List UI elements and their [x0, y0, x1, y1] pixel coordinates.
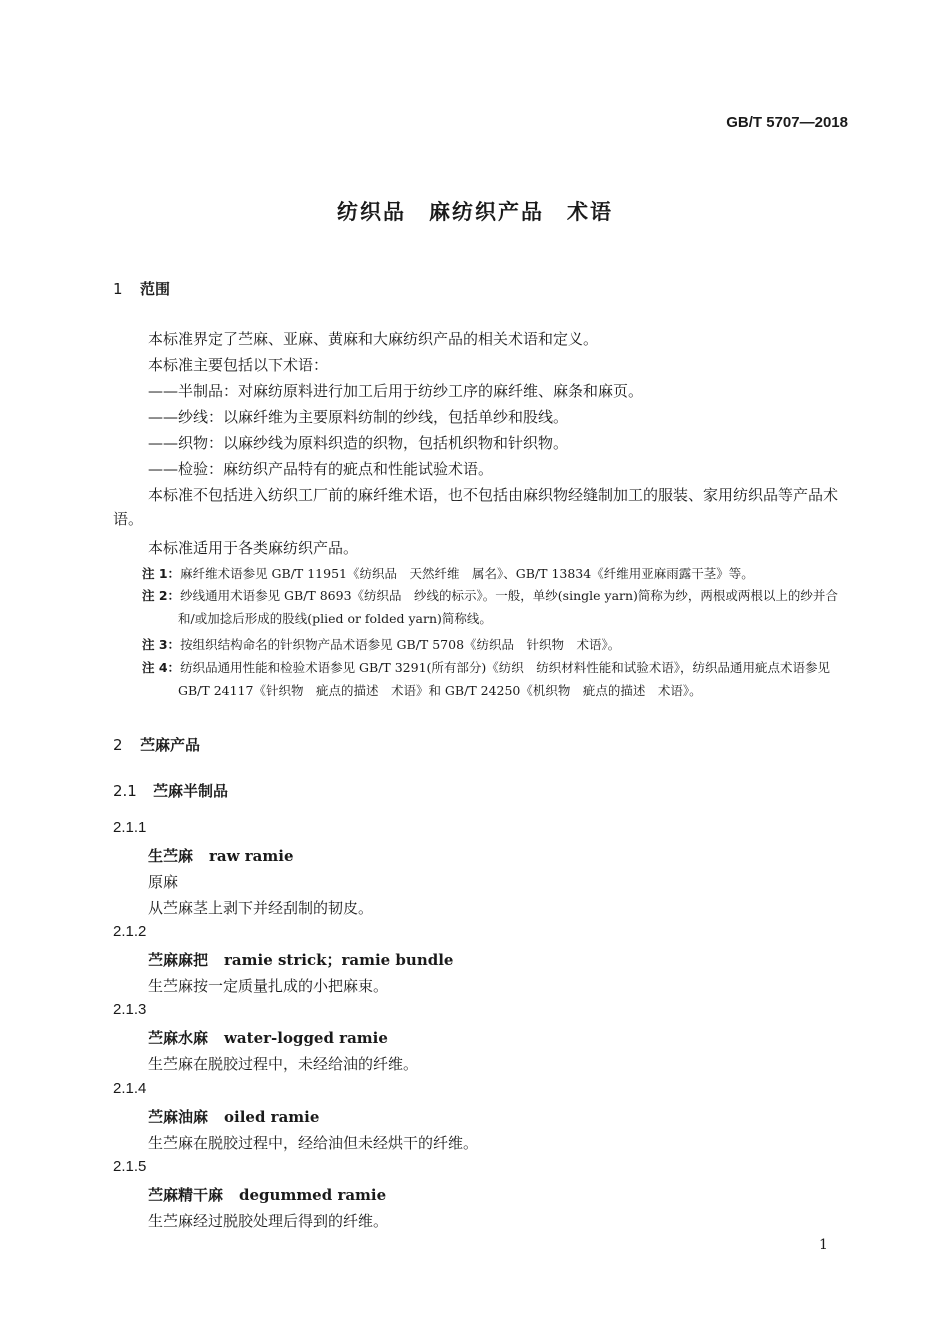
paragraph: 本标准界定了苎麻、亚麻、黄麻和大麻纺织产品的相关术语和定义。 [148, 330, 599, 348]
note-label: 注 2： [142, 588, 181, 603]
section-number: 2 [113, 736, 123, 754]
term-chinese: 苎麻精干麻 [148, 1186, 224, 1204]
term-chinese: 苎麻水麻 [148, 1029, 209, 1047]
term-definition: 生苎麻在脱胶过程中，经给油但未经烘干的纤维。 [148, 1134, 479, 1152]
term-definition: 生苎麻经过脱胶处理后得到的纤维。 [148, 1212, 389, 1230]
note-label: 注 1： [142, 566, 181, 581]
note [142, 584, 850, 630]
note-label: 注 4： [142, 660, 181, 675]
subsection-heading [113, 780, 228, 801]
section-title: 范围 [140, 280, 171, 298]
note-text: 按组织结构命名的针织物产品术语参见 GB/T 5708《纺织品 针织物 术语》。 [180, 637, 621, 652]
term-definition: 从苎麻茎上剥下并经刮制的韧皮。 [148, 899, 374, 917]
term-definition: 生苎麻在脱胶过程中，未经给油的纤维。 [148, 1055, 419, 1073]
term-entry [148, 1184, 386, 1205]
clause-number: 2.1.1 [113, 819, 147, 836]
term-entry [148, 1106, 319, 1127]
list-item: ——半制品：对麻纺原料进行加工后用于纺纱工序的麻纤维、麻条和麻页。 [148, 382, 644, 400]
paragraph: 本标准适用于各类麻纺织产品。 [148, 539, 359, 557]
term-chinese: 苎麻油麻 [148, 1108, 209, 1126]
list-item: ——织物：以麻纱线为原料织造的织物，包括机织物和针织物。 [148, 434, 569, 452]
term-chinese: 苎麻麻把 [148, 951, 209, 969]
term-english: raw ramie [209, 847, 294, 865]
note [142, 635, 620, 653]
term-english: water-logged ramie [224, 1029, 388, 1047]
standard-number: GB/T 5707—2018 [726, 114, 848, 131]
list-item: ——检验：麻纺织产品特有的疵点和性能试验术语。 [148, 460, 494, 478]
page-number: 1 [819, 1237, 828, 1253]
term-english: oiled ramie [224, 1108, 320, 1126]
note-label: 注 3： [142, 637, 181, 652]
clause-number: 2.1.3 [113, 1001, 147, 1018]
term-entry [148, 1027, 388, 1048]
clause-number: 2.1.4 [113, 1080, 147, 1097]
section-title: 苎麻产品 [140, 736, 201, 754]
section-number: 1 [113, 280, 123, 298]
section-1-heading [113, 278, 170, 299]
paragraph: 本标准主要包括以下术语： [148, 356, 329, 374]
term-synonym: 原麻 [148, 873, 179, 891]
subsection-title: 苎麻半制品 [153, 782, 229, 800]
note-text: 麻纤维术语参见 GB/T 11951《纺织品 天然纤维 属名》、GB/T 13834《纤维用亚麻雨露干茎》等。 [180, 566, 754, 581]
term-entry [148, 845, 294, 866]
note-text: 纺织品通用性能和检验术语参见 GB/T 3291(所有部分)《纺织 纺织材料性能和试验术语》，纺织品通用疵点术语参见 GB/T 24117《针织物 疵点的描述 术语》和 GB/T 24250《机织物 疵点的描述 术语》。 [178, 660, 831, 698]
note-text: 纱线通用术语参见 GB/T 8693《纺织品 纱线的标示》。一般，单纱(single yarn)简称为纱，两根或两根以上的纱并合和/或加捻后形成的股线(plied or folded yarn)简称线。 [178, 588, 838, 626]
clause-number: 2.1.5 [113, 1158, 147, 1175]
list-item: ——纱线：以麻纤维为主要原料纺制的纱线，包括单纱和股线。 [148, 408, 569, 426]
note [142, 656, 850, 702]
term-english: degummed ramie [239, 1186, 387, 1204]
paragraph: 本标准不包括进入纺织工厂前的麻纤维术语，也不包括由麻织物经缝制加工的服装、家用纺织品等产品术语。 [113, 486, 839, 528]
document-title: 纺织品 麻纺织产品 术语 [337, 200, 613, 224]
term-english: ramie strick；ramie bundle [224, 951, 454, 969]
note [142, 564, 754, 582]
section-2-heading [113, 734, 200, 755]
subsection-number: 2.1 [113, 782, 137, 800]
term-chinese: 生苎麻 [148, 847, 194, 865]
term-entry [148, 949, 453, 970]
clause-number: 2.1.2 [113, 923, 147, 940]
term-definition: 生苎麻按一定质量扎成的小把麻束。 [148, 977, 389, 995]
